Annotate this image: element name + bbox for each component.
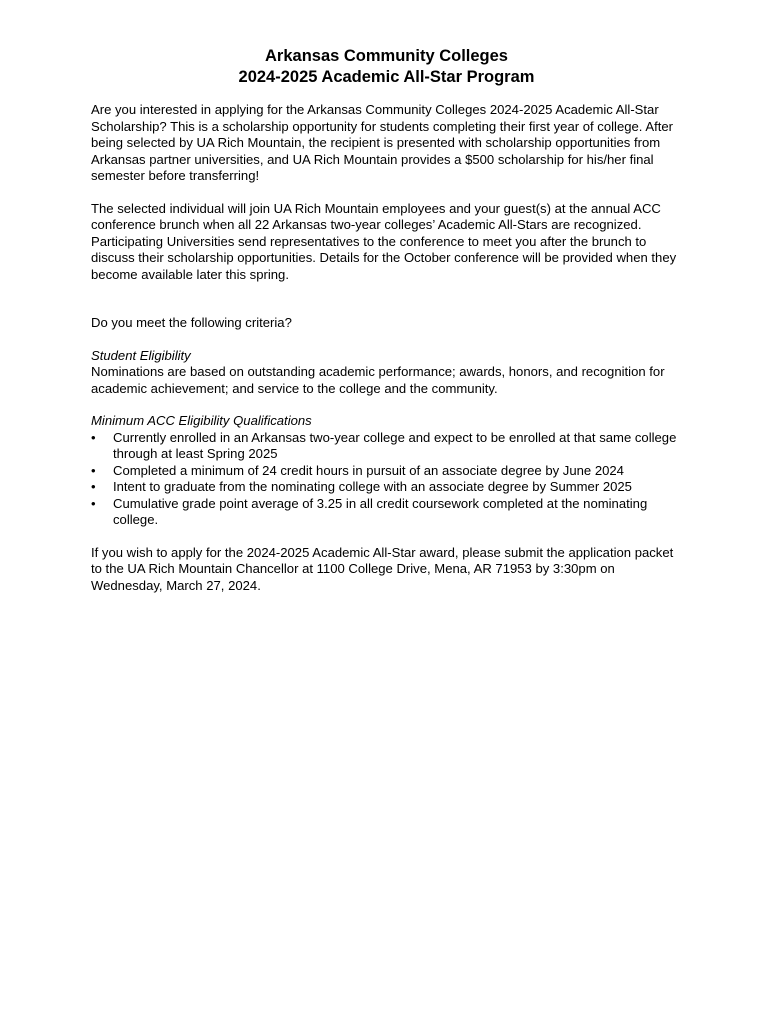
spacer	[91, 185, 682, 201]
bullet-icon: •	[91, 479, 96, 494]
list-item	[91, 479, 682, 496]
closing-paragraph: If you wish to apply for the 2024-2025 Academic All-Star award, please submit the application packet to the UA Rich Mountain Chancellor at 1100 College Drive, Mena, AR 71953 by 3:30pm on Wednesday, March 27, 2024.	[91, 544, 674, 593]
spacer	[91, 529, 682, 545]
intro-paragraph: Are you interested in applying for the Arkansas Community Colleges 2024-2025 Academic All-Star Scholarship? This is a scholarship opportunity for students completing their first year of college. After being selected by UA Rich Mountain, the recipient is presented with scholarship opportunities from Arkansas partner universities, and UA Rich Mountain provides a $500 scholarship for his/her final semester before transferring!	[91, 102, 673, 183]
title-line-1: Arkansas Community Colleges	[265, 47, 508, 65]
bullet-icon: •	[91, 429, 96, 445]
spacer	[91, 283, 682, 315]
list-item-text: Cumulative grade point average of 3.25 in all credit coursework completed at the nominating college.	[113, 495, 648, 527]
list-item	[91, 496, 682, 529]
criteria-question: Do you meet the following criteria?	[91, 315, 292, 330]
event-paragraph: The selected individual will join UA Rich Mountain employees and your guest(s) at the annual ACC conference brunch when all 22 Arkansas two-year colleges’ Academic All-Stars are recognized. Participating Universities send representatives to the conference to meet you after the brunch to discuss their scholarship opportunities. Details for the October conference will be provided when they become available later this spring.	[91, 200, 677, 282]
student-eligibility-heading: Student Eligibility	[91, 347, 191, 363]
spacer	[91, 332, 682, 348]
bullet-icon: •	[91, 462, 96, 478]
list-item	[91, 463, 682, 480]
qualifications-heading: Minimum ACC Eligibility Qualifications	[91, 413, 312, 428]
list-item-text: Currently enrolled in an Arkansas two-year college and expect to be enrolled at that same college through at least Spring 2025	[113, 429, 677, 461]
list-item-text: Completed a minimum of 24 credit hours in pursuit of an associate degree by June 2024	[113, 462, 624, 478]
spacer	[91, 88, 682, 102]
qualifications-list	[91, 430, 682, 529]
student-eligibility-text: Nominations are based on outstanding academic performance; awards, honors, and recognition for academic achievement; and service to the college and the community.	[91, 364, 665, 396]
spacer	[91, 397, 682, 413]
bullet-icon: •	[91, 495, 96, 511]
list-item	[91, 430, 682, 463]
list-item-text: Intent to graduate from the nominating college with an associate degree by Summer 2025	[113, 479, 632, 494]
title-line-2: 2024-2025 Academic All-Star Program	[238, 68, 535, 86]
